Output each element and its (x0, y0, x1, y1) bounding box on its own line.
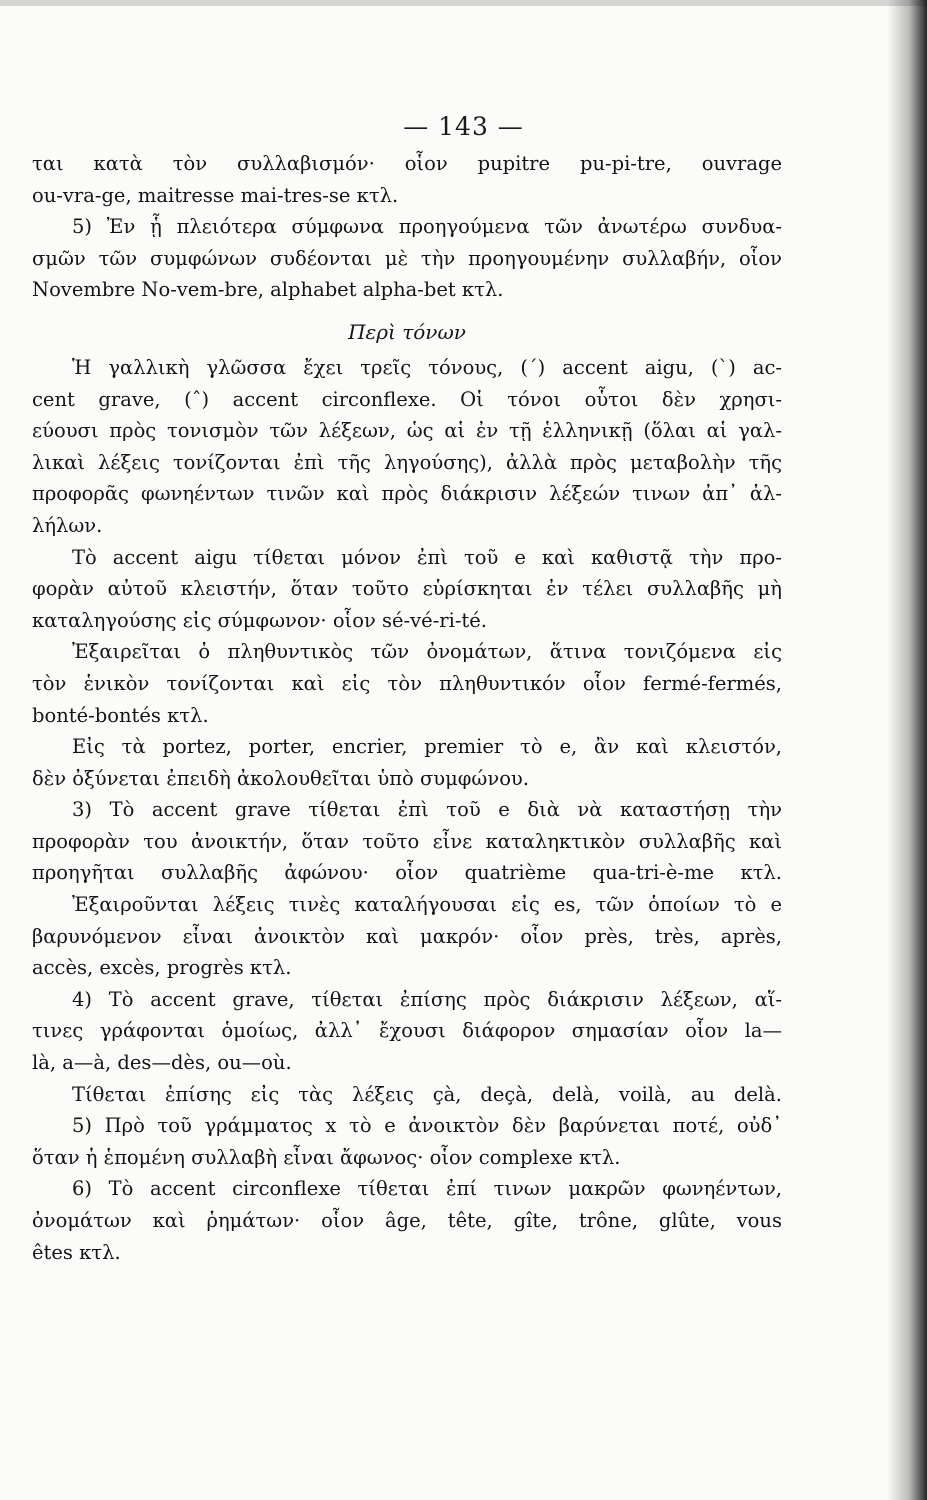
text-line: ὀνομάτων καὶ ῥημάτων· οἷον âge, tête, gîte, trône, glûte, vous (32, 1209, 782, 1232)
text-line: καταληγούσης εἰς σύμφωνον· οἷον sé-vé-ri-té. (32, 608, 488, 632)
text-line: ou-vra-ge, maitresse mai-tres-se κτλ. (32, 183, 399, 207)
page-body (32, 148, 782, 1268)
text-line: 4) Τὸ accent grave, τίθεται ἐπίσης πρὸς διάκρισιν λέξεων, αἵ- (72, 987, 782, 1011)
text-line: τινες γράφονται ὁμοίως, ἀλλ᾽ ἔχουσι διάφορον σημασίαν οἷον la— (32, 1019, 782, 1043)
text-line: λήλων. (32, 513, 103, 537)
section-heading: Περὶ τόνων (348, 319, 466, 344)
text-line: Ἐξαιροῦνται λέξεις τινὲς καταλήγουσαι εἰς es, τῶν ὁποίων τὸ e (72, 893, 782, 917)
text-line: ὅταν ἡ ἑπομένη συλλαβὴ εἶναι ἄφωνος· οἷον complexe κτλ. (32, 1145, 621, 1169)
text-line: τὸν ἑνικὸν τονίζονται καὶ εἰς τὸν πληθυντικόν οἷον fermé-fermés, (32, 671, 782, 695)
text-line: προηγῆται συλλαβῆς ἀφώνου· οἷον quatrième qua-tri-è-me κτλ. (32, 861, 782, 885)
page-number: — 143 — (403, 112, 524, 141)
text-line: δὲν ὀξύνεται ἐπειδὴ ἀκολουθεῖται ὑπὸ συμφώνου. (32, 766, 529, 790)
text-line: 5) Πρὸ τοῦ γράμματος x τὸ e ἀνοικτὸν δὲν βαρύνεται ποτέ, οὐδ᾽ (72, 1114, 782, 1138)
text-line: προφορᾶς φωνηέντων τινῶν καὶ πρὸς διάκρισιν λέξεών τινων ἀπ᾽ ἀλ- (32, 482, 782, 506)
text-line: Ἐξαιρεῖται ὁ πληθυντικὸς τῶν ὀνομάτων, ἅτινα τονιζόμενα εἰς (72, 640, 782, 664)
text-line: 6) Τὸ accent circonflexe τίθεται ἐπί τινων μακρῶν φωνηέντων, (72, 1177, 782, 1201)
text-line: 3) Τὸ accent grave τίθεται ἐπὶ τοῦ e διὰ νὰ καταστήσῃ τὴν (72, 798, 782, 822)
text-line: Ἡ γαλλικὴ γλῶσσα ἔχει τρεῖς τόνους, (΄) accent aigu, (`) ac- (72, 355, 782, 379)
text-line: φορὰν αὐτοῦ κλειστήν, ὅταν τοῦτο εὑρίσκηται ἐν τέλει συλλαβῆς μὴ (32, 577, 782, 601)
text-line: εύουσι πρὸς τονισμὸν τῶν λέξεων, ὡς αἱ ἐν τῇ ἑλληνικῇ (ὅλαι αἱ γαλ- (32, 419, 782, 443)
text-line: λικαὶ λέξεις τονίζονται ἐπὶ τῆς ληγούσης), ἀλλὰ πρὸς μεταβολὴν τῆς (32, 450, 782, 474)
text-line: cent grave, (ˆ) accent circonflexe. Οἱ τόνοι οὗτοι δὲν χρησι- (32, 387, 782, 411)
text-line: ται κατὰ τὸν συλλαβισμόν· οἷον pupitre pu-pi-tre, ouvrage (32, 152, 782, 175)
text-line: êtes κτλ. (32, 1240, 121, 1264)
text-line: bonté-bontés κτλ. (32, 703, 209, 727)
text-line: accès, excès, progrès κτλ. (32, 956, 292, 980)
text-line: Τὸ accent aigu τίθεται μόνον ἐπὶ τοῦ e καὶ καθιστᾷ τὴν προ- (72, 545, 782, 569)
page-top-shadow (0, 0, 927, 6)
text-line: 5) Ἐν ᾗ πλειότερα σύμφωνα προηγούμενα τῶν ἀνωτέρω συνδυα- (72, 215, 782, 239)
text-line: là, a—à, des—dès, ou—où. (32, 1051, 292, 1075)
text-line: προφορὰν του ἀνοικτήν, ὅταν τοῦτο εἶνε καταληκτικὸν συλλαβῆς καὶ (32, 829, 782, 853)
text-line: Τίθεται ἐπίσης εἰς τὰς λέξεις çà, deçà, delà, voilà, au delà. (72, 1082, 782, 1106)
text-line: βαρυνόμενον εἶναι ἀνοικτὸν καὶ μακρόν· οἷον près, très, après, (32, 924, 782, 948)
page-right-binding-shadow (887, 0, 927, 1500)
text-line: Εἰς τὰ portez, porter, encrier, premier τὸ e, ἂν καὶ κλειστόν, (72, 735, 782, 759)
text-line: σμῶν τῶν συμφώνων συδέονται μὲ τὴν προηγουμένην συλλαβήν, οἷον (32, 246, 782, 270)
text-line: Novembre No-vem-bre, alphabet alpha-bet κτλ. (32, 278, 504, 302)
